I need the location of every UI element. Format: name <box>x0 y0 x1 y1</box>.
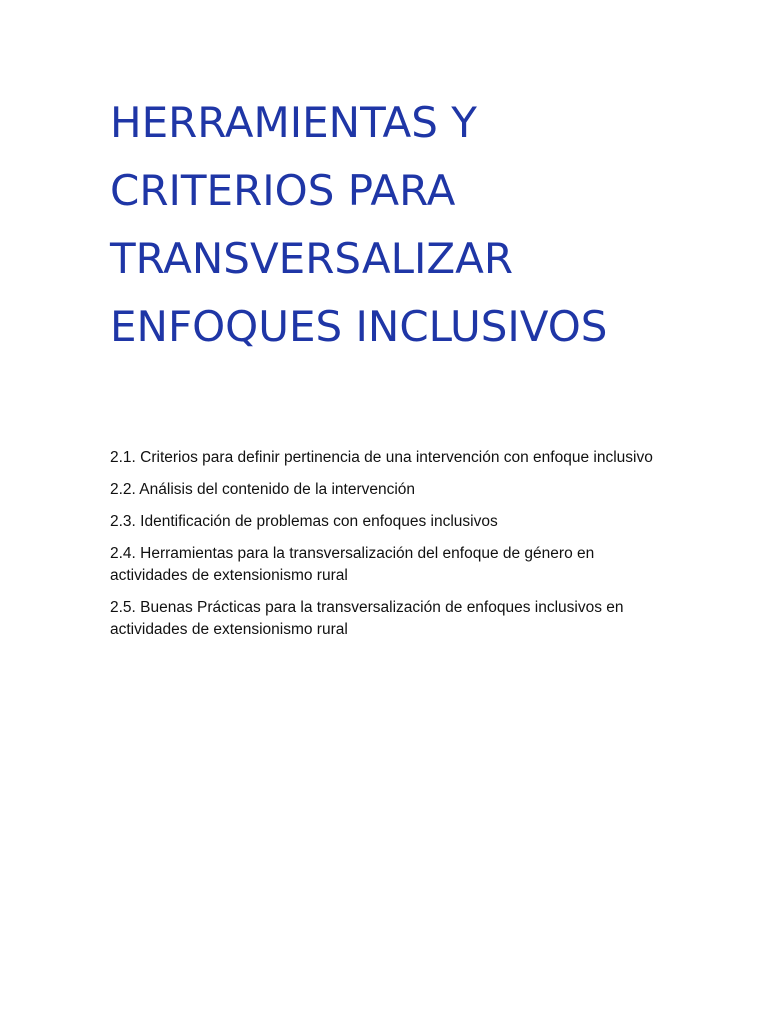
title-line-1: HERRAMIENTAS Y <box>110 98 477 147</box>
table-of-contents <box>110 447 670 651</box>
toc-item-2-3: 2.3. Identificación de problemas con enfoques inclusivos <box>110 513 498 530</box>
toc-item-2-5: 2.5. Buenas Prácticas para la transversalización de enfoques inclusivos en actividades de extensionismo rural <box>110 599 624 638</box>
title-line-4: ENFOQUES INCLUSIVOS <box>110 302 608 351</box>
page-title <box>110 89 710 361</box>
toc-item-2-4: 2.4. Herramientas para la transversalización del enfoque de género en actividades de extensionismo rural <box>110 545 595 584</box>
title-line-3: TRANSVERSALIZAR <box>110 234 514 283</box>
toc-item-2-1: 2.1. Criterios para definir pertinencia de una intervención con enfoque inclusivo <box>110 449 653 466</box>
title-line-2: CRITERIOS PARA <box>110 166 456 215</box>
toc-item-2-2: 2.2. Análisis del contenido de la intervención <box>110 481 416 498</box>
